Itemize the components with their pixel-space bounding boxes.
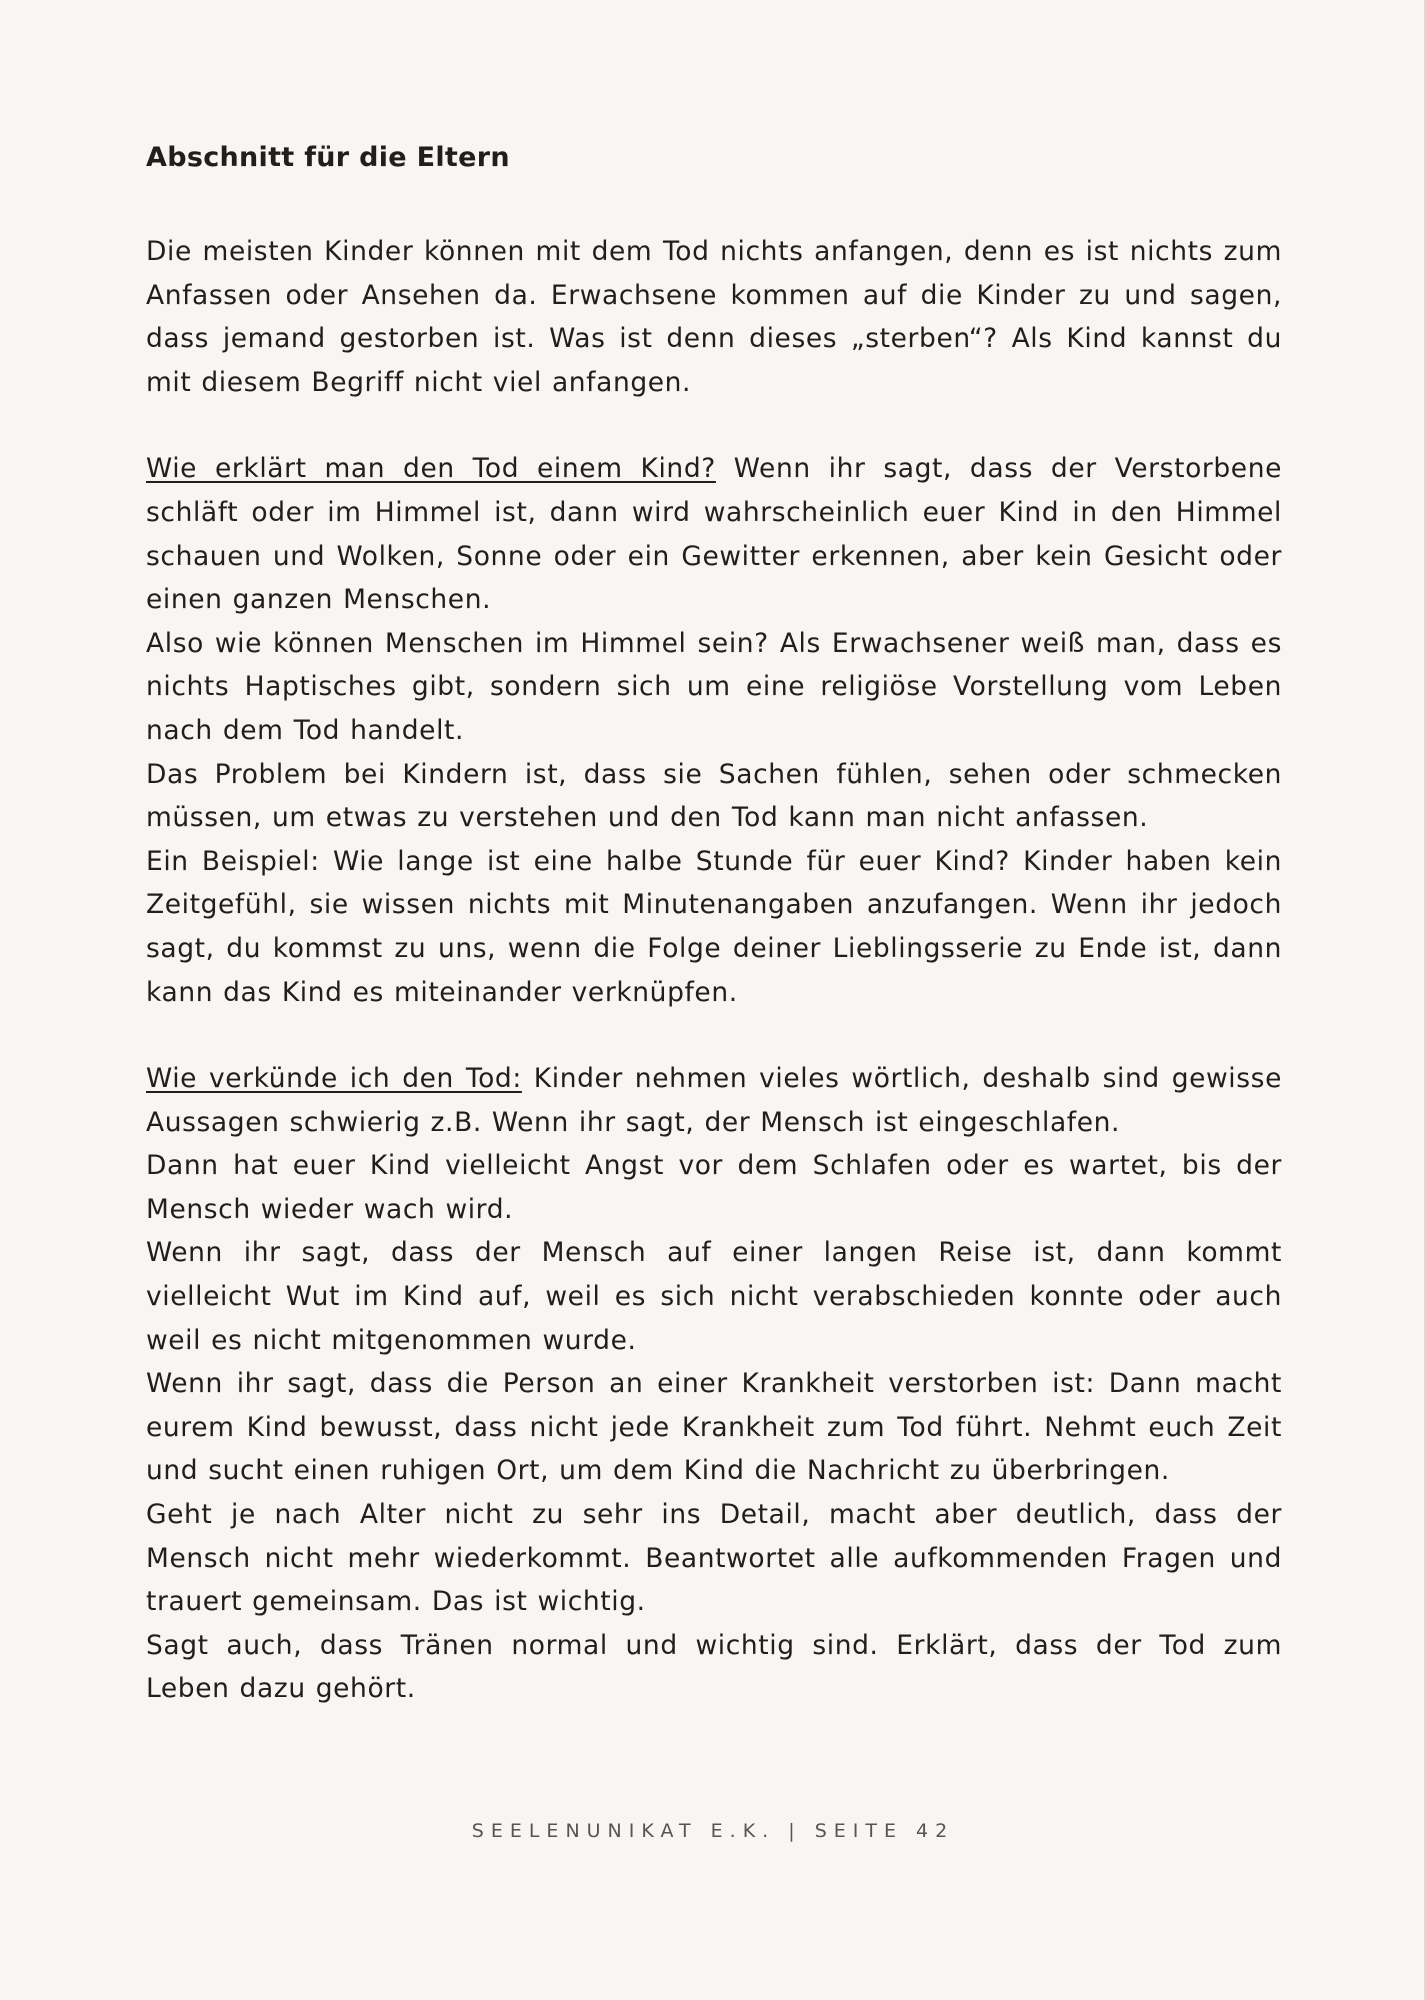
explain-paragraph-1 (146, 447, 1282, 621)
announce-paragraph-6: Sagt auch, dass Tränen normal und wichtig sind. Erklärt, dass der Tod zum Leben dazu gehört. (146, 1629, 1282, 1705)
announce-paragraph-3: Wenn ihr sagt, dass der Mensch auf einer langen Reise ist, dann kommt vielleicht Wut im Kind auf, weil es sich nicht verabschieden konnte oder auch weil es nicht mitgenommen wurde. (146, 1237, 1282, 1356)
page-content (146, 130, 1282, 1711)
announce-paragraph-5: Geht je nach Alter nicht zu sehr ins Detail, macht aber deutlich, dass der Mensch nicht mehr wiederkommt. Beantwortet alle aufkommenden Fragen und trauert gemeinsam. Das ist wichtig. (146, 1499, 1282, 1618)
announce-lead: Wie verkünde ich den Tod: (146, 1063, 522, 1095)
explain-paragraph-4: Ein Beispiel: Wie lange ist eine halbe Stunde für euer Kind? Kinder haben kein Zeitgefühl, sie wissen nichts mit Minutenangaben anzufangen. Wenn ihr jedoch sagt, du kommst zu uns, wenn die Folge deiner Lieblingsserie zu Ende ist, dann kann das Kind es miteinander verknüpfen. (146, 845, 1282, 1008)
explain-paragraph-2: Also wie können Menschen im Himmel sein? Als Erwachsener weiß man, dass es nichts Haptisches gibt, sondern sich um eine religiöse Vorstellung vom Leben nach dem Tod handelt. (146, 627, 1282, 746)
explain-lead: Wie erklärt man den Tod einem Kind? (146, 453, 716, 485)
section-heading: Abschnitt für die Eltern (146, 142, 510, 173)
announce-paragraph-2: Dann hat euer Kind vielleicht Angst vor dem Schlafen oder es wartet, bis der Mensch wieder wach wird. (146, 1150, 1282, 1225)
explain-section (146, 447, 1282, 1014)
intro-paragraph: Die meisten Kinder können mit dem Tod nichts anfangen, denn es ist nichts zum Anfassen oder Ansehen da. Erwachsene kommen auf die Kinder zu und sagen, dass jemand gestorben ist. Was ist denn dieses „sterben“? Als Kind kannst du mit diesem Begriff nicht viel anfangen. (146, 236, 1282, 398)
announce-text-1: Kinder nehmen vieles wörtlich, deshalb sind gewisse Aussagen schwierig z.B. Wenn ihr sagt, der Mensch ist eingeschlafen. (146, 1063, 1282, 1138)
explain-text-1: Wenn ihr sagt, dass der Verstorbene schläft oder im Himmel ist, dann wird wahrscheinlich euer Kind in den Himmel schauen und Wolken, Sonne oder ein Gewitter erkennen, aber kein Gesicht oder einen ganzen Menschen. (146, 453, 1282, 616)
announce-paragraph-4: Wenn ihr sagt, dass die Person an einer Krankheit verstorben ist: Dann macht eurem Kind bewusst, dass nicht jede Krankheit zum Tod führt. Nehmt euch Zeit und sucht einen ruhigen Ort, um dem Kind die Nachricht zu überbringen. (146, 1368, 1282, 1487)
announce-section (146, 1057, 1282, 1711)
page-footer: SEELENUNIKAT E.K. | SEITE 42 (471, 1820, 955, 1842)
announce-paragraph-1 (146, 1057, 1282, 1144)
intro-section (146, 230, 1282, 404)
explain-paragraph-3: Das Problem bei Kindern ist, dass sie Sachen fühlen, sehen oder schmecken müssen, um etwas zu verstehen und den Tod kann man nicht anfassen. (146, 758, 1282, 834)
